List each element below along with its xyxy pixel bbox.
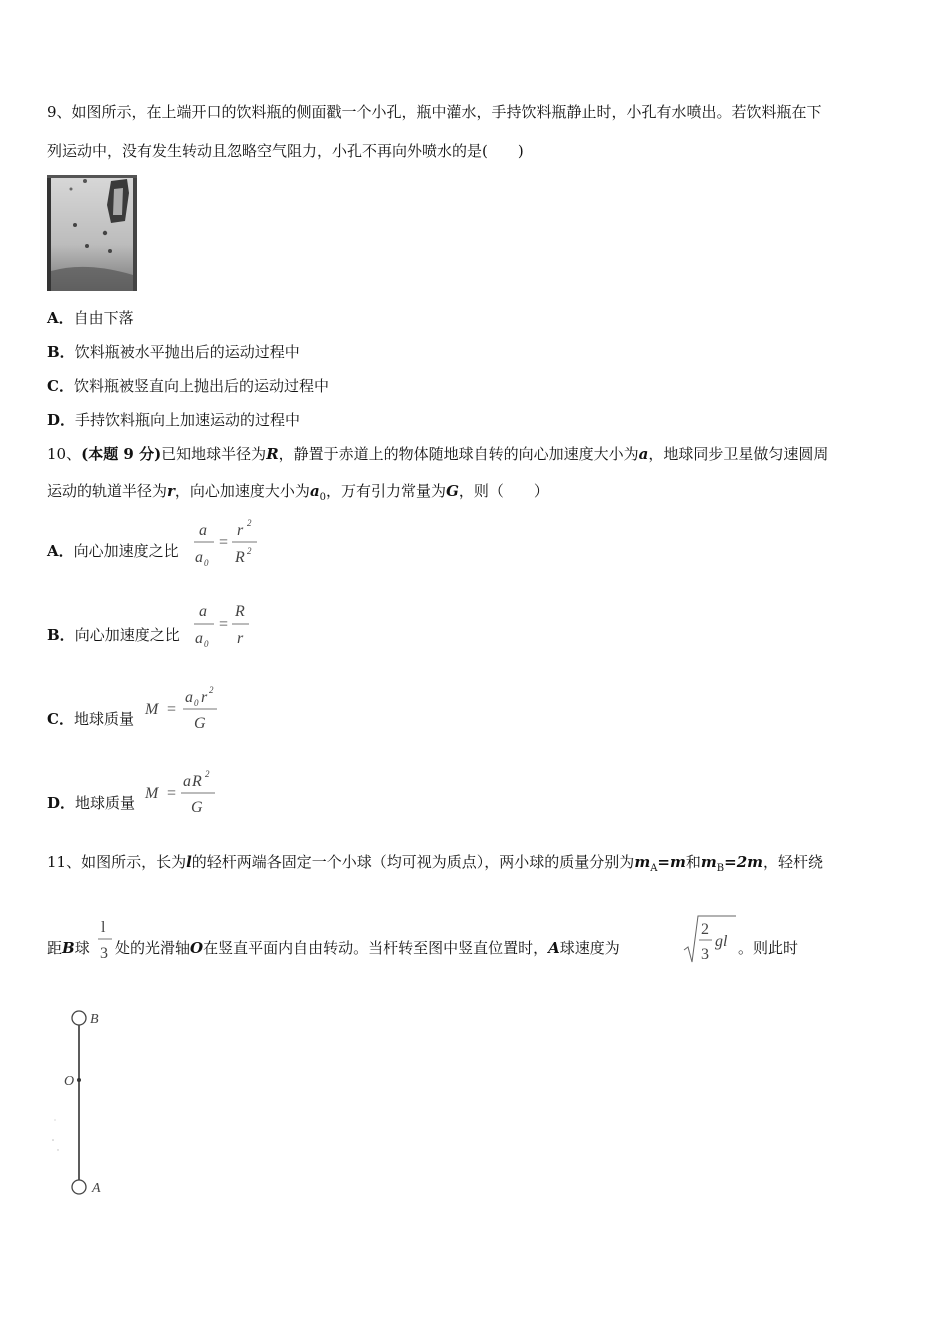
- q9-option-d[interactable]: [47, 410, 300, 430]
- q10-score: (本题 9 分): [81, 445, 162, 463]
- axis-o: [77, 1078, 81, 1082]
- option-text: 地球质量: [73, 710, 134, 728]
- svg-text:a: a: [183, 773, 191, 790]
- rod-figure: [50, 1000, 140, 1205]
- var-B: B: [62, 939, 75, 957]
- svg-text:a: a: [195, 630, 203, 647]
- q10-text: ，万有引力常量为: [326, 482, 447, 500]
- q11-line2c: 。则此时: [738, 939, 799, 957]
- formula-c-mass: [143, 680, 233, 736]
- svg-text:G: G: [194, 715, 206, 732]
- var-mB-sub: B: [716, 863, 725, 874]
- svg-text:3: 3: [701, 946, 709, 963]
- option-letter: A．: [47, 309, 74, 327]
- q11-text: 11、如图所示，长为: [47, 853, 187, 871]
- option-letter: B．: [47, 343, 75, 361]
- q11-line1: [47, 852, 823, 879]
- option-letter: C．: [47, 710, 74, 728]
- svg-text:M: M: [145, 785, 159, 802]
- var-R: R: [266, 445, 279, 463]
- bottle-photo: [47, 175, 137, 291]
- option-text: 向心加速度之比: [74, 626, 180, 644]
- svg-text:M: M: [145, 701, 159, 718]
- svg-text:l: l: [101, 919, 106, 936]
- q10-text: ，地球同步卫星做匀速圆周: [648, 445, 829, 463]
- option-letter: D．: [47, 411, 76, 429]
- q11-line2b: [115, 938, 620, 958]
- var-mA-val: =m: [657, 853, 686, 871]
- var-r: r: [167, 482, 175, 500]
- formula-one-third: [96, 913, 116, 965]
- svg-text:a: a: [199, 522, 207, 539]
- svg-text:gl: gl: [715, 933, 728, 950]
- formula-b-ratio: [191, 598, 261, 654]
- q11-and: 和: [685, 853, 701, 871]
- q10-line2: [47, 481, 549, 508]
- svg-text:0: 0: [194, 698, 199, 708]
- q10-option-c[interactable]: [47, 709, 134, 729]
- var-a0: a: [309, 482, 320, 500]
- q11-text: 球: [74, 939, 90, 957]
- var-O: O: [190, 939, 204, 957]
- option-letter: C．: [47, 377, 74, 395]
- q10-option-b[interactable]: [47, 625, 180, 645]
- formula-velocity-sqrt: [682, 910, 738, 968]
- q10-text: 已知地球半径为: [161, 445, 267, 463]
- svg-text:a: a: [199, 603, 207, 620]
- q10-text: ，向心加速度大小为: [174, 482, 310, 500]
- formula-d-mass: [143, 764, 233, 820]
- var-l: l: [186, 853, 192, 871]
- svg-text:2: 2: [247, 546, 252, 556]
- svg-text:G: G: [191, 799, 203, 816]
- q9-option-a[interactable]: [47, 308, 134, 328]
- q11-text: 的轻杆两端各固定一个小球（均可视为质点），两小球的质量分别为: [191, 853, 635, 871]
- svg-text:=: =: [167, 701, 177, 718]
- svg-text:2: 2: [247, 518, 252, 528]
- svg-text:a: a: [185, 689, 193, 706]
- svg-text:r: r: [237, 630, 244, 647]
- ball-b: [72, 1011, 86, 1025]
- var-mA-sub: A: [650, 863, 658, 874]
- q10-text: 运动的轨道半径为: [47, 482, 168, 500]
- svg-text:R: R: [192, 773, 202, 790]
- q9-option-c[interactable]: [47, 376, 329, 396]
- label-b: B: [90, 1012, 99, 1027]
- q11-text: 处的光滑轴: [115, 939, 191, 957]
- q10-text: ，静置于赤道上的物体随地球自转的向心加速度大小为: [278, 445, 639, 463]
- svg-text:2: 2: [209, 685, 214, 695]
- q9-line2: 列运动中，没有发生转动且忽略空气阻力，小孔不再向外喷水的是( ): [47, 142, 524, 160]
- q11-text: 在竖直平面内自由转动。当杆转至图中竖直位置时，: [203, 939, 549, 957]
- svg-text:2: 2: [205, 769, 210, 779]
- ball-a: [72, 1180, 86, 1194]
- var-a0-sub: 0: [319, 492, 327, 503]
- svg-text:R: R: [235, 603, 245, 620]
- q9-option-b[interactable]: [47, 342, 300, 362]
- svg-text:r: r: [201, 689, 208, 706]
- q11-text: ，轻杆绕: [763, 853, 824, 871]
- label-a: A: [92, 1181, 101, 1196]
- svg-text:3: 3: [100, 945, 108, 962]
- svg-text:2: 2: [701, 921, 709, 938]
- var-A: A: [548, 939, 560, 957]
- option-text: 饮料瓶被水平抛出后的运动过程中: [74, 343, 300, 361]
- option-text: 地球质量: [75, 794, 136, 812]
- option-text: 自由下落: [73, 309, 134, 327]
- q10-option-a[interactable]: [47, 541, 179, 561]
- q10-number: 10、: [47, 445, 82, 463]
- svg-text:a: a: [195, 549, 203, 566]
- var-mA: m: [634, 853, 651, 871]
- var-mB: m: [700, 853, 717, 871]
- formula-a-ratio: [191, 515, 271, 571]
- var-a: a: [638, 445, 649, 463]
- svg-text:=: =: [219, 616, 229, 633]
- q10-option-d[interactable]: [47, 793, 135, 813]
- svg-text:0: 0: [204, 558, 209, 568]
- option-letter: D．: [47, 794, 76, 812]
- svg-text:0: 0: [204, 639, 209, 649]
- q9-line1: 9、如图所示，在上端开口的饮料瓶的侧面戳一个小孔，瓶中灌水，手持饮料瓶静止时，小孔有水喷出。若饮料瓶在下: [47, 103, 822, 121]
- option-letter: A．: [47, 542, 74, 560]
- option-text: 向心加速度之比: [73, 542, 179, 560]
- svg-text:R: R: [235, 549, 245, 566]
- q10-text: ，则（ ）: [458, 482, 549, 500]
- svg-text:=: =: [219, 534, 229, 551]
- option-text: 手持饮料瓶向上加速运动的过程中: [75, 411, 301, 429]
- q11-text: 球速度为: [559, 939, 620, 957]
- var-mB-val: =2m: [724, 853, 764, 871]
- svg-text:=: =: [167, 785, 177, 802]
- q10-line1: [47, 444, 828, 464]
- option-letter: B．: [47, 626, 75, 644]
- q11-line2a: [47, 938, 90, 958]
- var-G: G: [446, 482, 459, 500]
- option-text: 饮料瓶被竖直向上抛出后的运动过程中: [73, 377, 329, 395]
- svg-text:r: r: [237, 522, 244, 539]
- q11-text: 距: [47, 939, 63, 957]
- label-o: O: [64, 1074, 75, 1089]
